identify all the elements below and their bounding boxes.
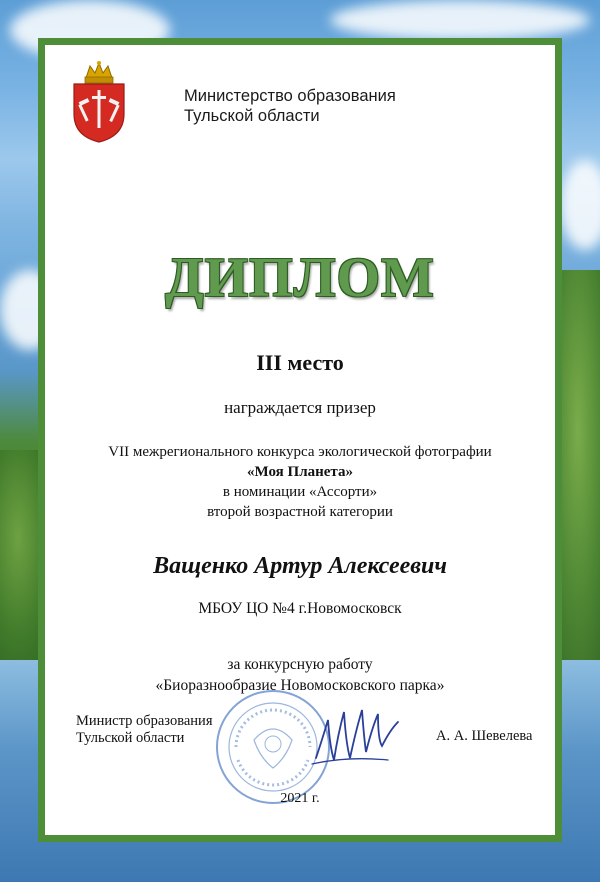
work-title: «Биоразнообразие Новомосковского парка» <box>155 677 445 694</box>
contest-name: «Моя Планета» <box>247 464 353 480</box>
school-name: МБОУ ЦО №4 г.Новомосковск <box>198 600 402 617</box>
place: III место <box>256 350 344 375</box>
recipient-name: Ващенко Артур Алексеевич <box>153 553 447 579</box>
age-category: второй возрастной категории <box>207 504 393 520</box>
diploma-title: ДИПЛОМ <box>165 247 435 309</box>
minister-line-1: Министр образования <box>76 713 213 729</box>
minister-line-2: Тульской области <box>76 730 185 746</box>
ministry-line-1: Министерство образования <box>184 87 396 105</box>
year: 2021 г. <box>280 791 320 806</box>
signer-name: А. А. Шевелева <box>436 728 533 744</box>
minister-title <box>76 713 212 747</box>
handwritten-signature-icon <box>308 700 404 774</box>
ministry-line-2: Тульской области <box>184 107 320 125</box>
contest-line: VII межрегионального конкурса экологической фотографии <box>108 444 492 460</box>
nomination: в номинации «Ассорти» <box>222 484 378 500</box>
tula-coat-of-arms-icon <box>68 60 130 144</box>
cloud <box>330 0 590 40</box>
awarded-text: награждается призер <box>224 398 376 417</box>
ministry-header <box>184 86 444 126</box>
contest-block <box>60 442 540 522</box>
for-work-label: за конкурсную работу <box>227 656 373 673</box>
